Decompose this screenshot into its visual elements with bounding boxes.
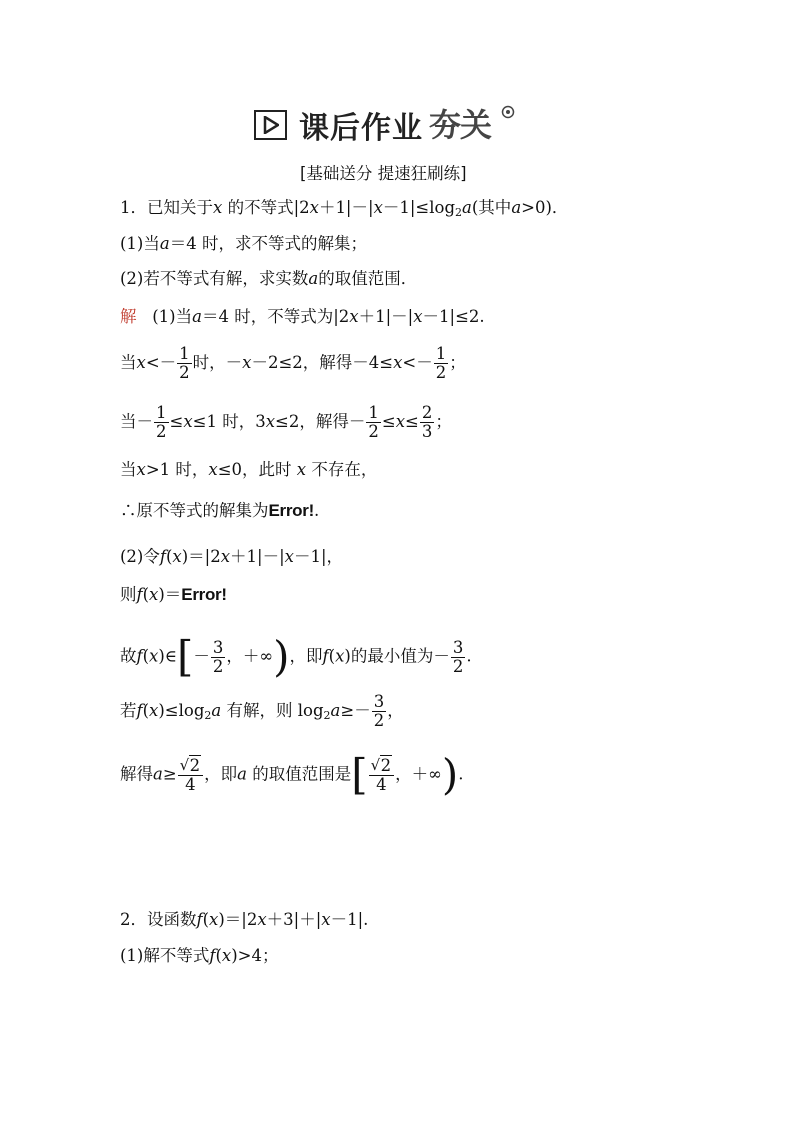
denominator: 4 bbox=[185, 774, 196, 794]
text: 的取值范围是 bbox=[252, 764, 352, 784]
var: x bbox=[136, 460, 146, 479]
var: x bbox=[296, 460, 307, 479]
text: )＝ bbox=[158, 585, 182, 604]
text: (2)若不等式有解，求实数 bbox=[120, 269, 309, 288]
text: －2≤2，解得－4≤ bbox=[251, 353, 394, 372]
var: x bbox=[335, 646, 345, 666]
fraction bbox=[177, 345, 192, 382]
text: ＝4 时，不等式为|2 bbox=[201, 307, 350, 326]
denominator: 2 bbox=[435, 363, 447, 382]
text: ，即 bbox=[204, 764, 238, 784]
var: x bbox=[209, 910, 219, 929]
radical-sign: √ bbox=[370, 755, 381, 774]
var: x bbox=[221, 946, 232, 965]
problem2-stem bbox=[120, 910, 368, 930]
numerator bbox=[369, 757, 395, 776]
subtitle: [基础送分 提速狂刷练] bbox=[300, 164, 467, 183]
fraction bbox=[372, 693, 387, 730]
text: ＋1|－| bbox=[318, 198, 374, 217]
text: ≤ bbox=[381, 412, 396, 431]
fraction bbox=[420, 404, 435, 441]
text: )的最小值为－ bbox=[344, 646, 450, 666]
svg-text:夯关: 夯关 bbox=[429, 106, 492, 143]
text: . bbox=[466, 646, 472, 666]
numerator: 1 bbox=[435, 344, 447, 363]
var: x bbox=[213, 198, 223, 217]
sqrt bbox=[180, 757, 202, 775]
radicand: 2 bbox=[189, 755, 201, 775]
fraction bbox=[211, 639, 226, 676]
var: x bbox=[242, 353, 252, 372]
fraction bbox=[434, 345, 449, 382]
var: x bbox=[172, 547, 182, 566]
numerator: 1 bbox=[368, 403, 379, 422]
denominator: 2 bbox=[368, 422, 379, 441]
page-title: 课后作业 bbox=[299, 111, 423, 146]
text: )＝|2 bbox=[181, 547, 221, 566]
case2 bbox=[120, 404, 452, 441]
text: ( bbox=[215, 946, 222, 965]
denominator: 2 bbox=[452, 656, 464, 676]
denominator: 2 bbox=[373, 711, 385, 730]
text: 时，－ bbox=[192, 353, 243, 372]
text: ≤0，此时 bbox=[217, 460, 292, 479]
part2-define bbox=[120, 547, 343, 567]
denominator: 3 bbox=[421, 422, 433, 441]
text: ≤ bbox=[169, 412, 184, 431]
text: (1)解不等式 bbox=[120, 946, 210, 965]
sqrt bbox=[371, 757, 393, 775]
var: a bbox=[330, 701, 341, 720]
var: x bbox=[309, 198, 319, 217]
text: (1)当 bbox=[120, 234, 160, 253]
var: a bbox=[192, 307, 202, 326]
text: ( bbox=[165, 547, 173, 566]
text: 当 bbox=[120, 460, 137, 479]
numerator: 2 bbox=[421, 403, 433, 422]
radicand: 2 bbox=[380, 755, 392, 775]
part2-piecewise bbox=[120, 585, 227, 605]
subscript: 2 bbox=[455, 206, 463, 219]
text: ，＋∞ bbox=[226, 646, 274, 666]
text: (其中 bbox=[471, 198, 512, 217]
var: f bbox=[196, 910, 203, 929]
text: ( bbox=[202, 910, 210, 929]
text: )≤log bbox=[158, 701, 205, 720]
problem2-question1 bbox=[120, 946, 279, 966]
var: x bbox=[136, 353, 146, 372]
left-bracket: [ bbox=[351, 750, 368, 799]
text: . bbox=[313, 501, 320, 520]
text: (1)当 bbox=[152, 307, 193, 326]
text: －1|. bbox=[330, 910, 369, 929]
text: >0)． bbox=[521, 198, 569, 217]
radical-sign: √ bbox=[179, 755, 190, 774]
var: f bbox=[322, 646, 329, 666]
numerator: 1 bbox=[179, 344, 190, 363]
text: 当 bbox=[120, 353, 137, 372]
text: ≤ bbox=[405, 412, 419, 431]
var: x bbox=[349, 307, 359, 326]
text: －1|， bbox=[293, 547, 344, 566]
var: x bbox=[149, 585, 159, 604]
problem1-stem bbox=[120, 198, 568, 223]
case3 bbox=[120, 460, 377, 480]
part2-condition bbox=[120, 693, 404, 730]
text: ≤1 时，3 bbox=[192, 412, 266, 431]
text: ＝4 时，求不等式的解集； bbox=[169, 234, 367, 253]
section-header bbox=[254, 103, 521, 147]
text: 当－ bbox=[120, 412, 153, 431]
text: 若 bbox=[120, 701, 137, 720]
text: 有解，则 log bbox=[226, 701, 324, 720]
part2-result bbox=[120, 750, 464, 799]
text: －1|≤log bbox=[382, 198, 456, 217]
text: )>4； bbox=[231, 946, 279, 965]
text: <－ bbox=[145, 353, 177, 372]
fraction bbox=[366, 404, 381, 441]
text: ( bbox=[328, 646, 336, 666]
var: a bbox=[159, 234, 170, 253]
text: ， bbox=[387, 701, 404, 720]
solution-line1 bbox=[120, 307, 485, 327]
var: x bbox=[257, 910, 267, 929]
text: ≥ bbox=[162, 764, 177, 784]
solution-label: 解 bbox=[120, 307, 137, 326]
var: x bbox=[395, 412, 405, 431]
var: x bbox=[284, 547, 294, 566]
var: f bbox=[136, 646, 143, 666]
logo bbox=[429, 103, 521, 147]
text: ≥－ bbox=[340, 701, 371, 720]
var: x bbox=[183, 412, 193, 431]
var: x bbox=[265, 412, 276, 431]
var: x bbox=[220, 547, 231, 566]
text: ，即 bbox=[289, 646, 323, 666]
text: 的取值范围． bbox=[318, 269, 418, 288]
case1 bbox=[120, 345, 466, 382]
fraction bbox=[154, 404, 169, 441]
text: ＋1|－| bbox=[358, 307, 414, 326]
text: ∴原不等式的解集为 bbox=[120, 501, 269, 520]
var: a bbox=[308, 269, 319, 288]
right-paren: ) bbox=[273, 632, 290, 681]
text: <－ bbox=[402, 353, 433, 372]
denominator: 2 bbox=[179, 363, 190, 382]
text: ； bbox=[449, 353, 466, 372]
fraction bbox=[369, 757, 395, 794]
var: a bbox=[153, 764, 163, 784]
var: f bbox=[136, 585, 143, 604]
error-placeholder: Error! bbox=[268, 501, 314, 520]
var: f bbox=[136, 701, 143, 720]
numerator: 1 bbox=[156, 403, 167, 422]
denominator: 4 bbox=[376, 774, 387, 794]
text: ＋1|－| bbox=[230, 547, 285, 566]
text: ( bbox=[142, 701, 150, 720]
text: 故 bbox=[120, 646, 137, 666]
text: 的不等式|2 bbox=[227, 198, 310, 217]
text: 则 bbox=[120, 585, 137, 604]
text: ( bbox=[142, 585, 150, 604]
right-paren: ) bbox=[441, 750, 459, 799]
var: f bbox=[209, 946, 216, 965]
var: x bbox=[149, 646, 159, 666]
numerator: 3 bbox=[212, 637, 224, 657]
left-bracket: [ bbox=[177, 632, 194, 681]
text: 2．设函数 bbox=[120, 910, 197, 929]
text: －1|≤2. bbox=[422, 307, 485, 326]
subscript: 2 bbox=[323, 709, 331, 722]
fraction bbox=[451, 639, 466, 676]
subscript: 2 bbox=[204, 709, 212, 722]
var: a bbox=[211, 701, 222, 720]
text: 解得 bbox=[120, 764, 153, 784]
var: a bbox=[237, 764, 248, 784]
text: ≤2，解得－ bbox=[275, 412, 366, 431]
denominator: 2 bbox=[156, 422, 167, 441]
numerator: 3 bbox=[373, 692, 385, 711]
fraction bbox=[178, 757, 204, 794]
var: x bbox=[208, 460, 218, 479]
var: x bbox=[321, 910, 331, 929]
var: a bbox=[462, 198, 472, 217]
text: >1 时， bbox=[145, 460, 209, 479]
text: . bbox=[458, 764, 464, 784]
part2-range: 故f(x)∈[－ $\frac{3}{2}$ ，＋∞)，即f(x)的最小值为－ $\frac{3}{2}$ . bbox=[120, 632, 472, 681]
var: x bbox=[393, 353, 403, 372]
conclusion bbox=[120, 501, 319, 521]
numerator bbox=[178, 757, 204, 776]
problem1-question2 bbox=[120, 269, 417, 289]
text: ＋3|＋| bbox=[266, 910, 322, 929]
text: )＝|2 bbox=[218, 910, 258, 929]
var: f bbox=[159, 547, 166, 566]
play-icon bbox=[254, 110, 287, 140]
text: )∈ bbox=[158, 646, 178, 666]
var: a bbox=[511, 198, 522, 217]
var: x bbox=[149, 701, 159, 720]
denominator: 2 bbox=[212, 656, 224, 676]
numerator: 3 bbox=[452, 637, 464, 657]
error-placeholder: Error! bbox=[181, 585, 227, 604]
var: x bbox=[373, 198, 383, 217]
problem1-question1 bbox=[120, 234, 367, 254]
text: ； bbox=[435, 412, 452, 431]
text: ，＋∞ bbox=[395, 764, 442, 784]
text: 不存在， bbox=[311, 460, 378, 479]
text: (2)令 bbox=[120, 547, 160, 566]
text: ( bbox=[142, 646, 150, 666]
var: x bbox=[413, 307, 423, 326]
text: 1．已知关于 bbox=[120, 198, 213, 217]
